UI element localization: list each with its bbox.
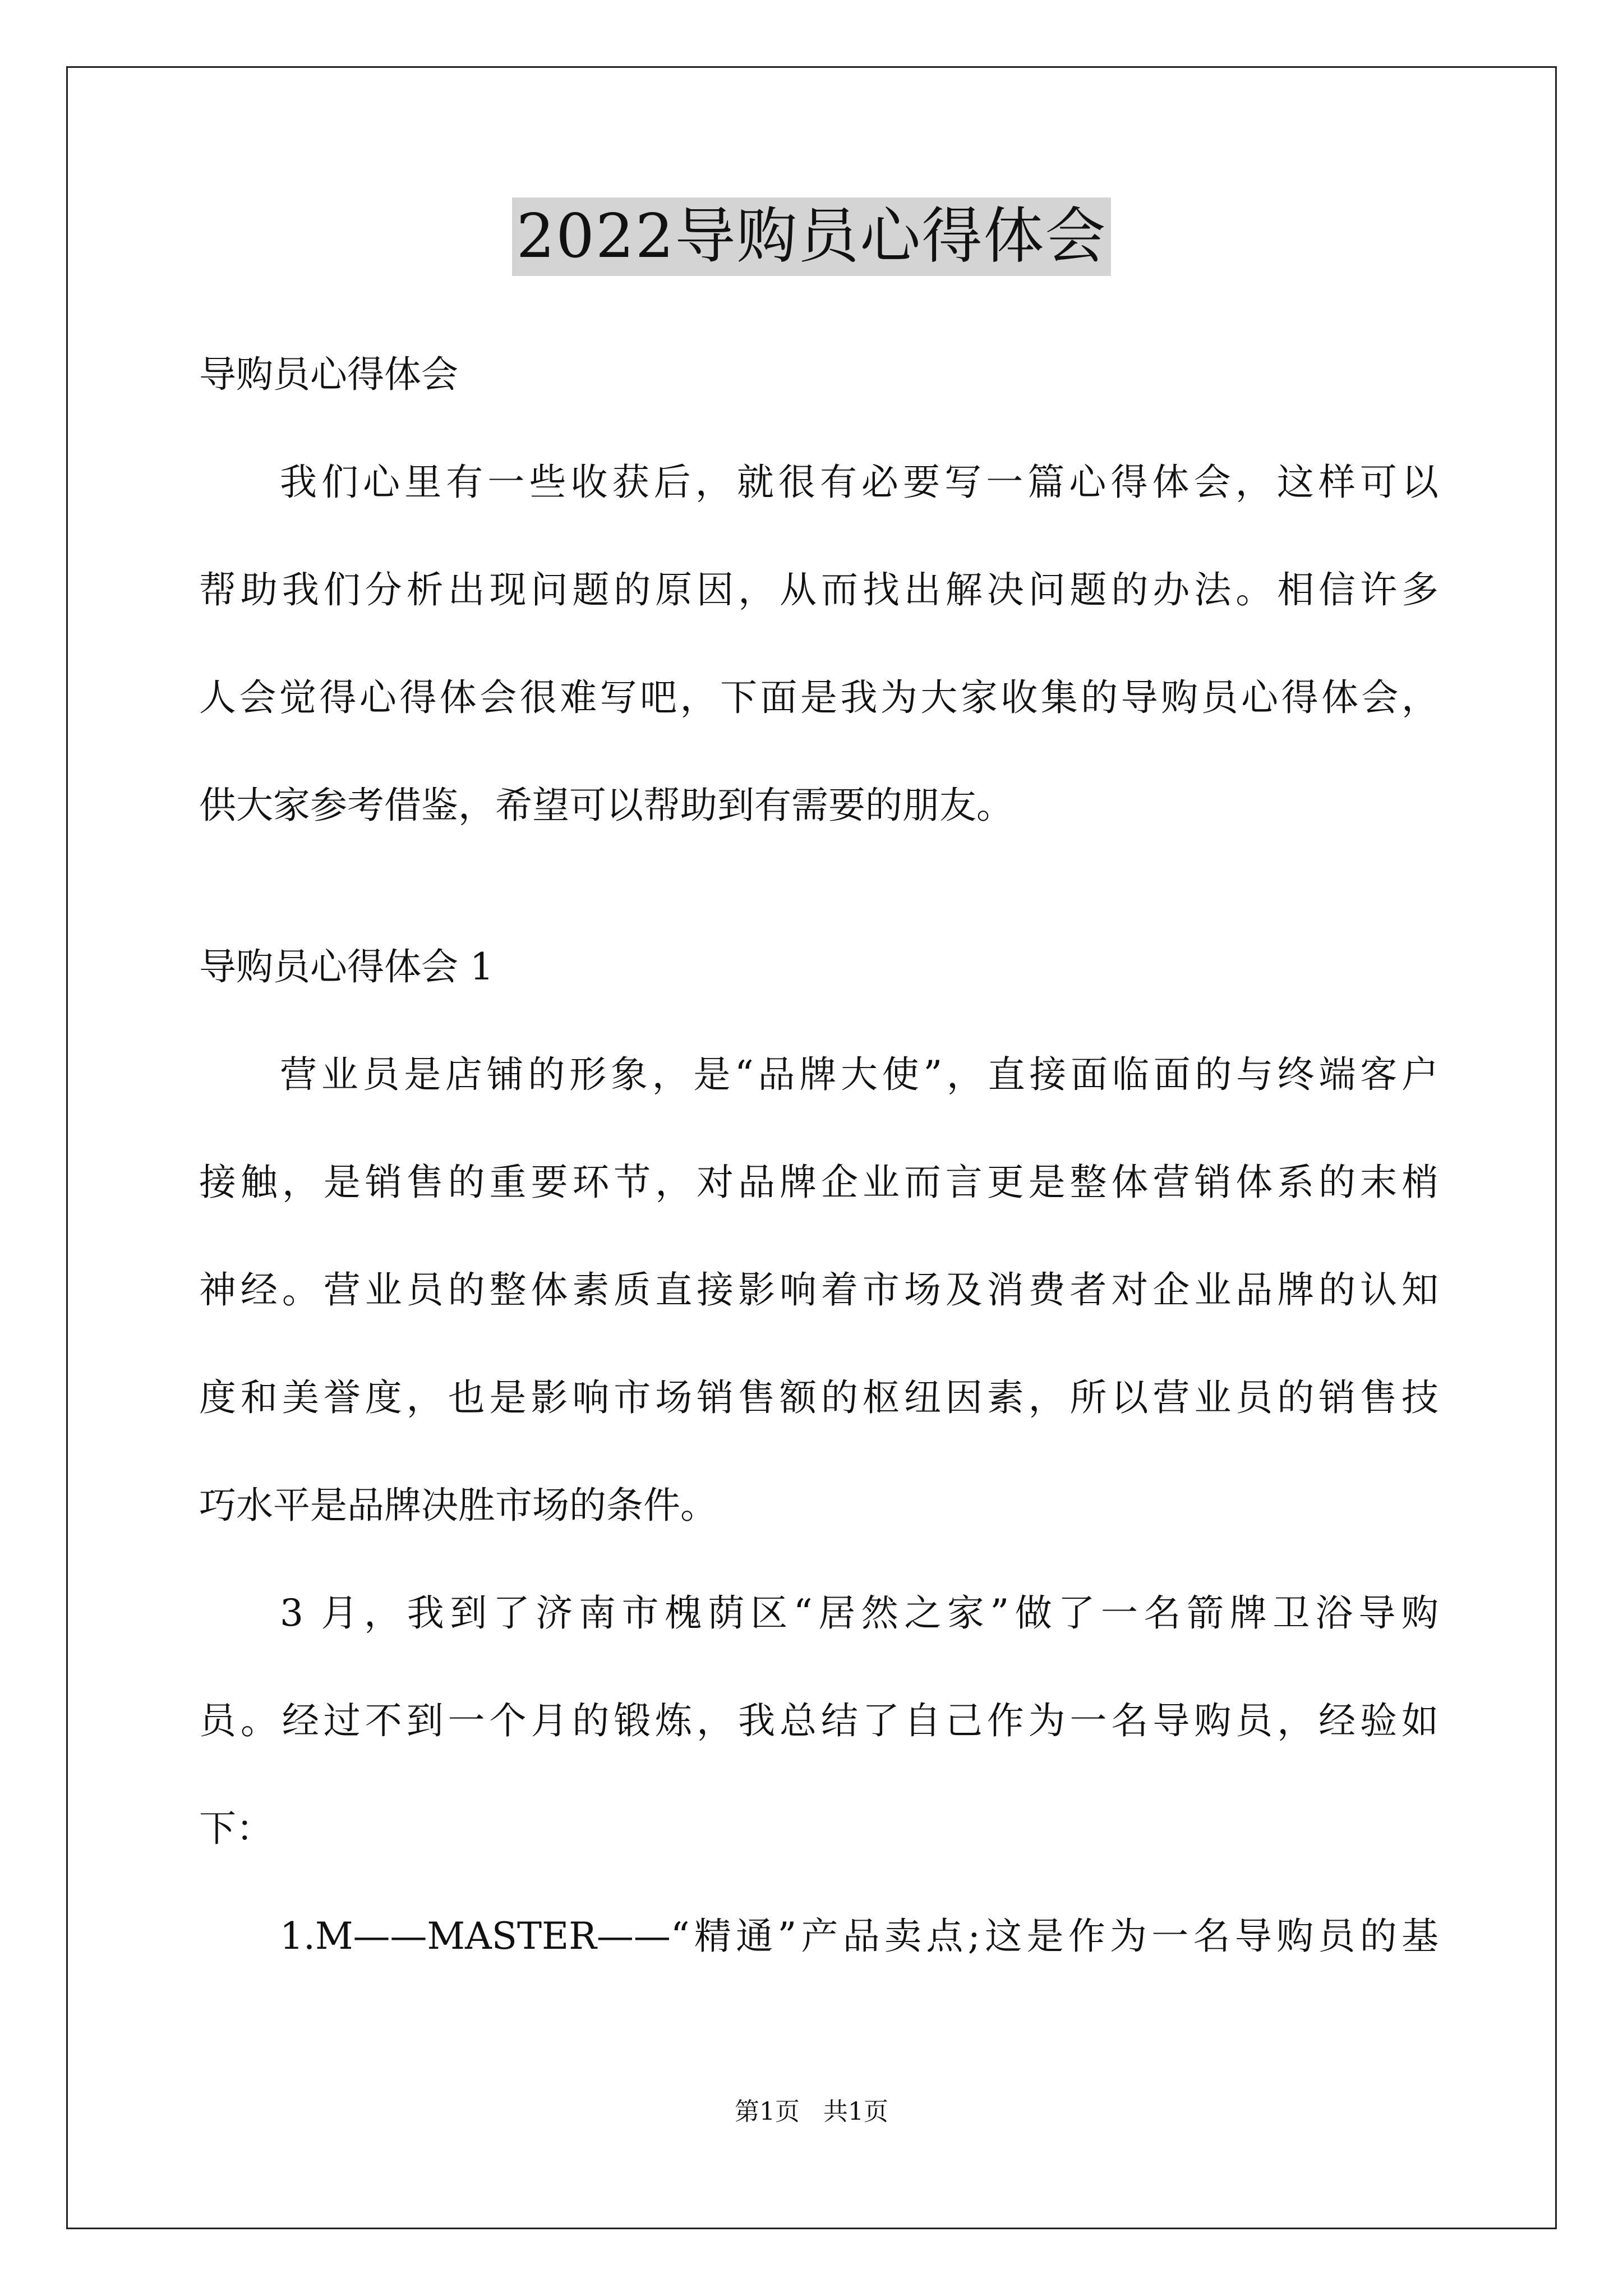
paragraph-line: 下：	[199, 1807, 273, 1850]
title-container	[0, 197, 1623, 276]
intro-heading: 导购员心得体会	[199, 353, 458, 396]
paragraph-line: 员。经过不到一个月的锻炼，我总结了自己作为一名导购员，经验如	[199, 1699, 1438, 1742]
paragraph-line: 巧水平是品牌决胜市场的条件。	[199, 1484, 717, 1527]
paragraph-line: 营业员是店铺的形象，是“品牌大使”，直接面临面的与终端客户	[280, 1053, 1438, 1096]
intro-line: 帮助我们分析出现问题的原因，从而找出解决问题的办法。相信许多	[199, 568, 1438, 611]
page-footer	[0, 2095, 1623, 2129]
paragraph-line: 神经。营业员的整体素质直接影响着市场及消费者对企业品牌的认知	[199, 1268, 1438, 1312]
intro-line: 人会觉得心得体会很难写吧，下面是我为大家收集的导购员心得体会，	[199, 676, 1438, 719]
section-heading: 导购员心得体会 1	[199, 945, 494, 988]
page-number-current: 第1页	[735, 2097, 800, 2126]
document-body	[199, 348, 1438, 1963]
paragraph-line: 度和美誉度，也是影响市场销售额的枢纽因素，所以营业员的销售技	[199, 1376, 1438, 1419]
paragraph-line: 1.M——MASTER——“精通”产品卖点;这是作为一名导购员的基	[280, 1915, 1438, 1958]
paragraph-line: 3 月，我到了济南市槐荫区“居然之家”做了一名箭牌卫浴导购	[280, 1591, 1438, 1635]
intro-line: 我们心里有一些收获后，就很有必要写一篇心得体会，这样可以	[280, 461, 1438, 504]
page-number-total: 共1页	[823, 2097, 888, 2126]
paragraph-line: 接触，是销售的重要环节，对品牌企业而言更是整体营销体系的末梢	[199, 1161, 1438, 1204]
document-title: 2022导购员心得体会	[512, 197, 1112, 276]
intro-line: 供大家参考借鉴，希望可以帮助到有需要的朋友。	[199, 784, 1013, 827]
